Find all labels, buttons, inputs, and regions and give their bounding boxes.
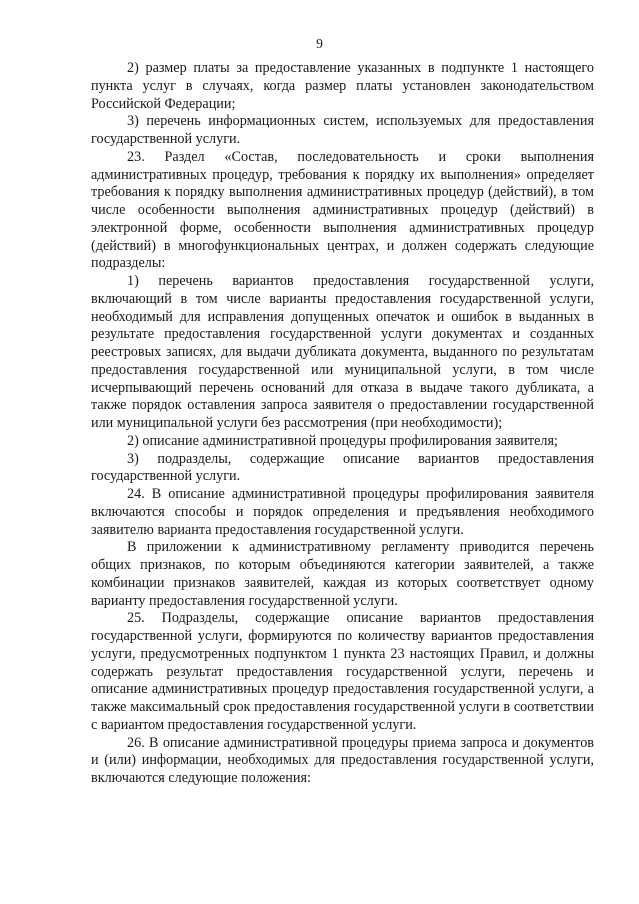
page-number: 9 bbox=[316, 36, 323, 51]
paragraph-appendix: В приложении к административному регламенту приводится перечень общих признаков, по которым объединяются категории заявителей, а также комбинации признаков заявителей, каждая из которых соответствует одному варианту предоставления государственной услуги. bbox=[91, 539, 594, 609]
paragraph-item-24: 24. В описание административной процедуры профилирования заявителя включаются способы и порядок определения и предъявления необходимого заявителю варианта предоставления государственной услуги. bbox=[91, 486, 594, 538]
paragraph-item-25: 25. Подразделы, содержащие описание вариантов предоставления государственной услуги, формируются по количеству вариантов предоставления услуги, предусмотренных подпунктом 1 пункта 23 настоящих Правил, и должны содержать результат предоставления государственной услуги, перечень и описание административных процедур предоставления государственной услуги, а также максимальный срок предоставления государственной услуги в соответствии с вариантом предоставления государственной услуги. bbox=[91, 610, 594, 733]
paragraph-subitem-2-profiling: 2) описание административной процедуры профилирования заявителя; bbox=[127, 432, 558, 449]
paragraph-item-23: 23. Раздел «Состав, последовательность и сроки выполнения административных процедур, требования к порядку их выполнения» определяет требования к порядку выполнения административных процедур (действий), в том числе особенности выполнения административных процедур (действий) в электронной форме, особенности выполнения административных процедур (действий) в многофункциональных центрах, и должен содержать следующие подразделы: bbox=[91, 148, 594, 272]
paragraph-item-26: 26. В описание административной процедуры приема запроса и документов и (или) информации, необходимых для предоставления государственной услуги, включаются следующие положения: bbox=[91, 734, 594, 786]
paragraph-subitem-3-info-systems: 3) перечень информационных систем, используемых для предоставления государственной услуги. bbox=[91, 113, 594, 147]
paragraph-subitem-3-subsections: 3) подразделы, содержащие описание вариантов предоставления государственной услуги. bbox=[91, 450, 594, 485]
document-body bbox=[91, 60, 594, 788]
paragraph-subitem-1-variants: 1) перечень вариантов предоставления государственной услуги, включающий в том числе варианты предоставления государственной услуги, необходимый для исправления допущенных опечаток и ошибок в выданных в результате предоставления государственной услуги документах и созданных реестровых записях, для выдачи дубликата документа, выданного по результатам предоставления государственной или муниципальной услуги, в том числе исчерпывающий перечень оснований для отказа в выдаче такого дубликата, а также порядок оставления запроса заявителя о предоставлении государственной или муниципальной услуги без рассмотрения (при необходимости); bbox=[91, 273, 594, 431]
paragraph-subitem-2-fee: 2) размер платы за предоставление указанных в подпункте 1 настоящего пункта услуг в случаях, когда размер платы установлен законодательством Российской Федерации; bbox=[91, 60, 594, 112]
